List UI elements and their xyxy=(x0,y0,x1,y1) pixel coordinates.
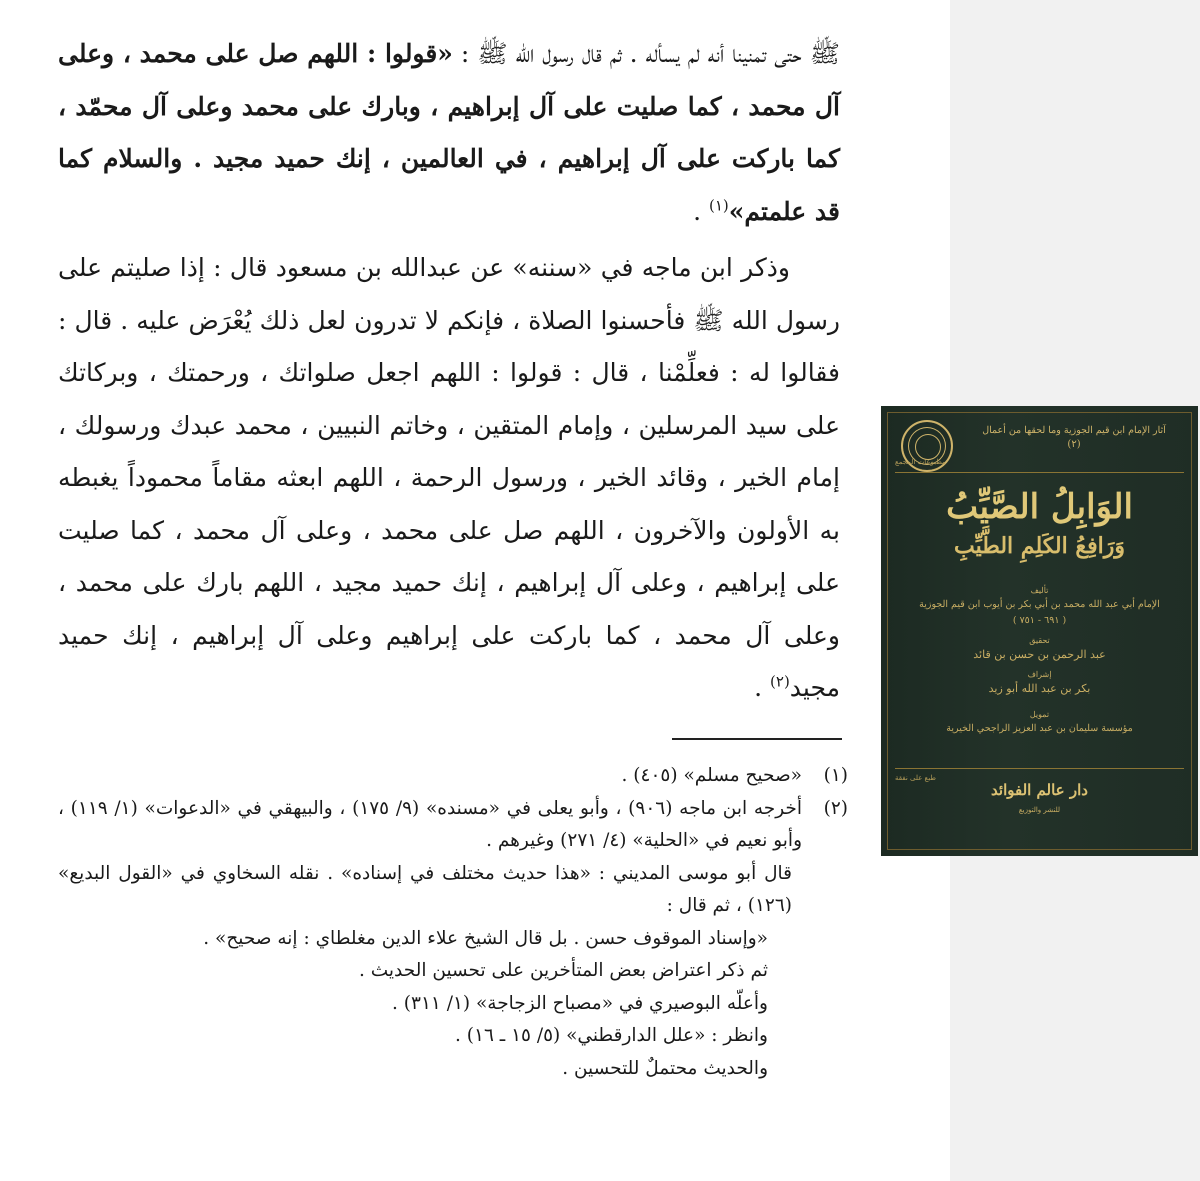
paragraph-1-intro: ﷺ حتى تمنينا أنه لم يسأله . ثم قال رسول الله ﷺ : xyxy=(452,39,840,68)
footnote-number: (١) xyxy=(823,765,848,786)
book-page-text xyxy=(58,28,840,715)
footnote-continuation: قال أبو موسى المديني : «هذا حديث مختلف في إسناده» . نقله السخاوي في «القول البديع» (١٢٦) ، ثم قال : xyxy=(58,862,792,916)
cover-funder: مؤسسة سليمان بن عبد العزيز الراجحي الخيرية xyxy=(946,723,1133,734)
paragraph-2-end: . xyxy=(754,673,771,702)
cover-publisher: دار عالم الفوائد xyxy=(991,781,1088,799)
cover-volume: (٢) xyxy=(1067,439,1081,450)
cover-supervision-label: إشراف xyxy=(1027,670,1052,679)
paragraph-1 xyxy=(58,28,840,238)
footnote-quote-line: وانظر : «علل الدارقطني» (٥/ ١٥ ـ ١٦) . xyxy=(455,1025,768,1046)
cover-author: الإمام أبي عبد الله محمد بن أبي بكر بن أيوب ابن قيم الجوزية xyxy=(919,599,1160,610)
footnote-2 xyxy=(58,793,848,858)
cover-author-label: تأليف xyxy=(1030,586,1049,595)
cover-dates: ( ٦٩١ - ٧٥١ ) xyxy=(1012,615,1067,626)
footnote-ref-1: (١) xyxy=(708,196,729,215)
cover-subtitle: وَرَافِعُ الكَلِمِ الطَّيِّبِ xyxy=(954,533,1125,559)
footnote-number: (٢) xyxy=(823,797,848,819)
cover-series-title: آثار الإمام ابن قيم الجوزية وما لحقها من أعمال xyxy=(982,425,1166,436)
cover-divider xyxy=(895,472,1184,473)
footnote-text: أخرجه ابن ماجه (٩٠٦) ، وأبو يعلى في «مسنده» (٩/ ١٧٥) ، والبيهقي في «الدعوات» (١/ ١١٩) ، وأبو نعيم في «الحلية» (٤/ ٢٧١) وغيرهم . xyxy=(58,797,802,851)
footnote-quote-line: «وإسناد الموقوف حسن . بل قال الشيخ علاء الدين مغلطاي : إنه صحيح» . xyxy=(203,927,768,949)
paragraph-1-quote: «قولوا : اللهم صل على محمد ، وعلى آل محمد ، كما صليت على آل إبراهيم ، وبارك على محمد وعلى آل محمّد ، كما باركت على آل إبراهيم ، في العالمين ، إنك حميد مجيد . والسلام كما قد علمتم» xyxy=(58,39,840,226)
footnotes xyxy=(58,760,848,1085)
cover-editor-label: تحقيق xyxy=(1029,636,1050,645)
footnote-quote-line: والحديث محتملٌ للتحسين . xyxy=(562,1057,768,1079)
book-cover-image xyxy=(881,406,1198,856)
footnote-1 xyxy=(58,760,848,793)
cover-edition: طبع على نفقة xyxy=(895,774,936,782)
paragraph-2 xyxy=(58,242,840,715)
cover-small-label: مطبوعات المجمع xyxy=(895,458,946,466)
footnote-quote-line: ثم ذكر اعتراض بعض المتأخرين على تحسين الحديث . xyxy=(358,960,768,981)
cover-editor: عبد الرحمن بن حسن بن قائد xyxy=(973,648,1106,661)
footnote-ref-2: (٢) xyxy=(770,672,790,691)
footnote-separator xyxy=(672,738,842,740)
paragraph-2-text: وذكر ابن ماجه في «سننه» عن عبدالله بن مسعود قال : إذا صليتم على رسول الله ﷺ فأحسنوا الصلاة ، فإنكم لا تدرون لعل ذلك يُعْرَض عليه . قال : فقالوا له : فعلِّمْنا ، قال : قولوا : اللهم اجعل صلواتك ، ورحمتك ، وبركاتك على سيد المرسلين ، وإمام المتقين ، وخاتم النبيين ، محمد عبدك ورسولك ، إمام الخير ، وقائد الخير ، ورسول الرحمة ، اللهم ابعثه مقاماً محموداً يغبطه به الأولون والآخرون ، اللهم صل على محمد ، وعلى آل محمد ، كما صليت على إبراهيم ، وعلى آل إبراهيم ، إنك حميد مجيد ، اللهم بارك على محمد ، وعلى آل محمد ، كما باركت على إبراهيم وعلى آل إبراهيم ، إنك حميد مجيد xyxy=(58,253,840,702)
paragraph-1-end: . xyxy=(693,196,709,226)
cover-supervisor: بكر بن عبد الله أبو زيد xyxy=(988,682,1091,695)
cover-funding-label: تمويل xyxy=(1029,710,1050,719)
cover-divider xyxy=(895,768,1184,769)
footnote-quote-line: وأعلّه البوصيري في «مصباح الزجاجة» (١/ ٣١١) . xyxy=(392,992,768,1014)
cover-title: الوَابِلُ الصَّيِّبُ xyxy=(946,487,1133,527)
cover-publisher-sub: للنشر والتوزيع xyxy=(1018,806,1061,814)
cover-series xyxy=(964,424,1184,452)
footnote-text: «صحيح مسلم» (٤٠٥) . xyxy=(621,765,802,786)
